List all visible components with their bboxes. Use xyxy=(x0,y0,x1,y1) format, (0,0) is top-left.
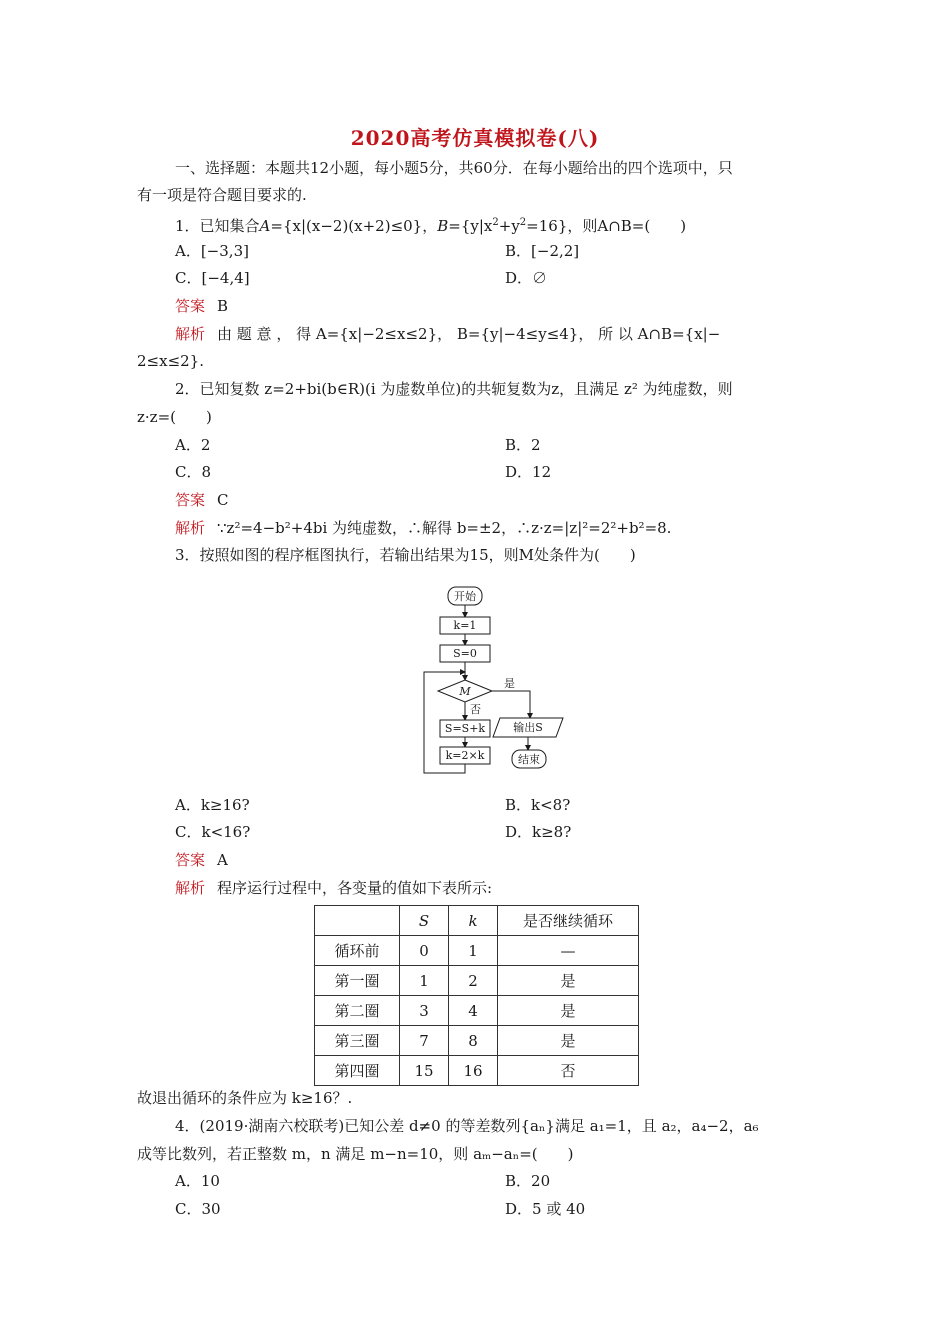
flow-update-s-text: S=S+k xyxy=(444,722,486,735)
table-cell: 1 xyxy=(400,966,449,996)
q3-answer xyxy=(175,850,228,870)
q3-option-b: B．k<8? xyxy=(505,796,571,814)
flow-start-text: 开始 xyxy=(454,590,476,603)
q1-analysis-cont: 2≤x≤2}. xyxy=(137,352,204,370)
q4-stem-line-1: 4．(2019·湖南六校联考)已知公差 d≠0 的等差数列{aₙ}满足 a₁=1，且 a₂，a₄−2，a₆ xyxy=(175,1117,759,1135)
q2-stem-line-2: z·z=( ) xyxy=(137,408,212,426)
answer-label: 答案 xyxy=(175,297,206,315)
q1-answer xyxy=(175,296,228,316)
q3-answer-value: A xyxy=(217,851,228,869)
table-cell: 3 xyxy=(400,996,449,1026)
table-cell: 0 xyxy=(400,936,449,966)
q2-answer xyxy=(175,490,229,510)
q3-analysis-text: 程序运行过程中，各变量的值如下表所示: xyxy=(217,879,493,897)
answer-label: 答案 xyxy=(175,491,206,509)
table-cell: 第三圈 xyxy=(315,1026,400,1056)
flow-end-text: 结束 xyxy=(518,753,540,766)
q2-option-b: B．2 xyxy=(505,436,541,454)
page-title: 2020高考仿真模拟卷(八) xyxy=(350,126,600,150)
intro-line-1: 一、选择题：本题共12小题，每小题5分，共60分．在每小题给出的四个选项中，只 xyxy=(175,159,733,177)
table-cell: 否 xyxy=(498,1056,639,1086)
table-header-cell: 是否继续循环 xyxy=(498,906,639,936)
q1-stem: 1．已知集合A={x|(x−2)(x+2)≤0}，$B=\{y|x^2+y^2=16\}$，则A∩B=( ) xyxy=(175,217,687,235)
q2-option-a: A．2 xyxy=(175,436,211,454)
table-header-k: k xyxy=(468,911,478,930)
q1-option-a: A．[−3,3] xyxy=(175,242,249,260)
table-header-cell xyxy=(315,906,400,936)
flow-output-text: 输出S xyxy=(513,721,543,734)
program-flowchart xyxy=(418,584,568,776)
q2-option-d: D．12 xyxy=(505,463,552,481)
flow-no-label: 否 xyxy=(470,703,481,716)
q1-option-b: B．[−2,2] xyxy=(505,242,580,260)
q1-analysis xyxy=(175,324,720,344)
table-cell: 是 xyxy=(498,966,639,996)
q1-answer-value: B xyxy=(217,297,229,315)
q2-analysis xyxy=(175,518,671,538)
table-header-row xyxy=(315,906,639,936)
table-cell: 第四圈 xyxy=(315,1056,400,1086)
q2-stem-line-1: 2．已知复数 z=2+bi(b∈R)(i 为虚数单位)的共轭复数为z，且满足 z² 为纯虚数，则 xyxy=(175,380,733,398)
q3-option-c: C．k<16? xyxy=(175,823,251,841)
table-row xyxy=(315,966,639,996)
table-cell: 7 xyxy=(400,1026,449,1056)
q1-stem-part: 1．已知集合 xyxy=(175,217,260,235)
analysis-label: 解析 xyxy=(175,879,206,897)
table-cell: 1 xyxy=(449,936,498,966)
table-header-cell xyxy=(449,906,498,936)
flow-decision-text: M xyxy=(459,685,471,698)
table-cell: 2 xyxy=(449,966,498,996)
q3-conclusion: 故退出循环的条件应为 k≥16？. xyxy=(137,1089,353,1107)
q2-analysis-text: ∵z²=4−b²+4bi 为纯虚数，∴解得 b=±2，∴z·z=|z|²=2²+b²=8. xyxy=(217,519,672,537)
answer-label: 答案 xyxy=(175,851,206,869)
table-row xyxy=(315,996,639,1026)
table-cell: 第一圈 xyxy=(315,966,400,996)
q1-option-c: C．[−4,4] xyxy=(175,269,250,287)
table-cell: 循环前 xyxy=(315,936,400,966)
q4-option-d: D．5 或 40 xyxy=(505,1200,586,1218)
table-cell: 8 xyxy=(449,1026,498,1056)
table-row xyxy=(315,1026,639,1056)
q4-option-a: A．10 xyxy=(175,1172,220,1190)
table-header-s: S xyxy=(418,911,430,930)
q1-stem-part: +y xyxy=(498,217,520,235)
q1-stem-part: ={x|(x−2)(x+2)≤0}， xyxy=(270,217,438,235)
analysis-label: 解析 xyxy=(175,325,206,343)
q2-answer-value: C xyxy=(217,491,229,509)
q1-stem-part: =16}，则A∩B=( ) xyxy=(526,217,687,235)
q3-stem: 3．按照如图的程序框图执行，若输出结果为15，则M处条件为( ) xyxy=(175,546,636,564)
q2-option-c: C．8 xyxy=(175,463,212,481)
table-cell: — xyxy=(498,936,639,966)
table-cell: 是 xyxy=(498,1026,639,1056)
q3-option-a: A．k≥16? xyxy=(175,796,250,814)
flow-update-k-text: k=2×k xyxy=(445,749,485,762)
flow-init-k-text: k=1 xyxy=(453,619,477,632)
q3-analysis xyxy=(175,878,492,898)
q1-stem-part: ={y|x xyxy=(448,217,493,235)
table-cell: 是 xyxy=(498,996,639,1026)
table-cell: 4 xyxy=(449,996,498,1026)
q4-option-c: C．30 xyxy=(175,1200,221,1218)
q3-option-d: D．k≥8? xyxy=(505,823,572,841)
q4-option-b: B．20 xyxy=(505,1172,551,1190)
flow-yes-label: 是 xyxy=(504,677,515,690)
table-header-cell xyxy=(400,906,449,936)
q1-analysis-text: 由 题 意 ， 得 A={x|−2≤x≤2}， B={y|−4≤y≤4}， 所 以 A∩B={x|− xyxy=(217,325,721,343)
intro-line-2: 有一项是符合题目要求的. xyxy=(137,186,307,204)
loop-table xyxy=(314,905,639,1086)
table-cell: 16 xyxy=(449,1056,498,1086)
q1-option-d: D．∅ xyxy=(505,269,548,287)
table-row xyxy=(315,936,639,966)
table-cell: 15 xyxy=(400,1056,449,1086)
table-row xyxy=(315,1056,639,1086)
flow-init-s-text: S=0 xyxy=(453,647,477,660)
q4-stem-line-2: 成等比数列，若正整数 m，n 满足 m−n=10，则 aₘ−aₙ=( ) xyxy=(137,1145,574,1163)
analysis-label: 解析 xyxy=(175,519,206,537)
table-cell: 第二圈 xyxy=(315,996,400,1026)
